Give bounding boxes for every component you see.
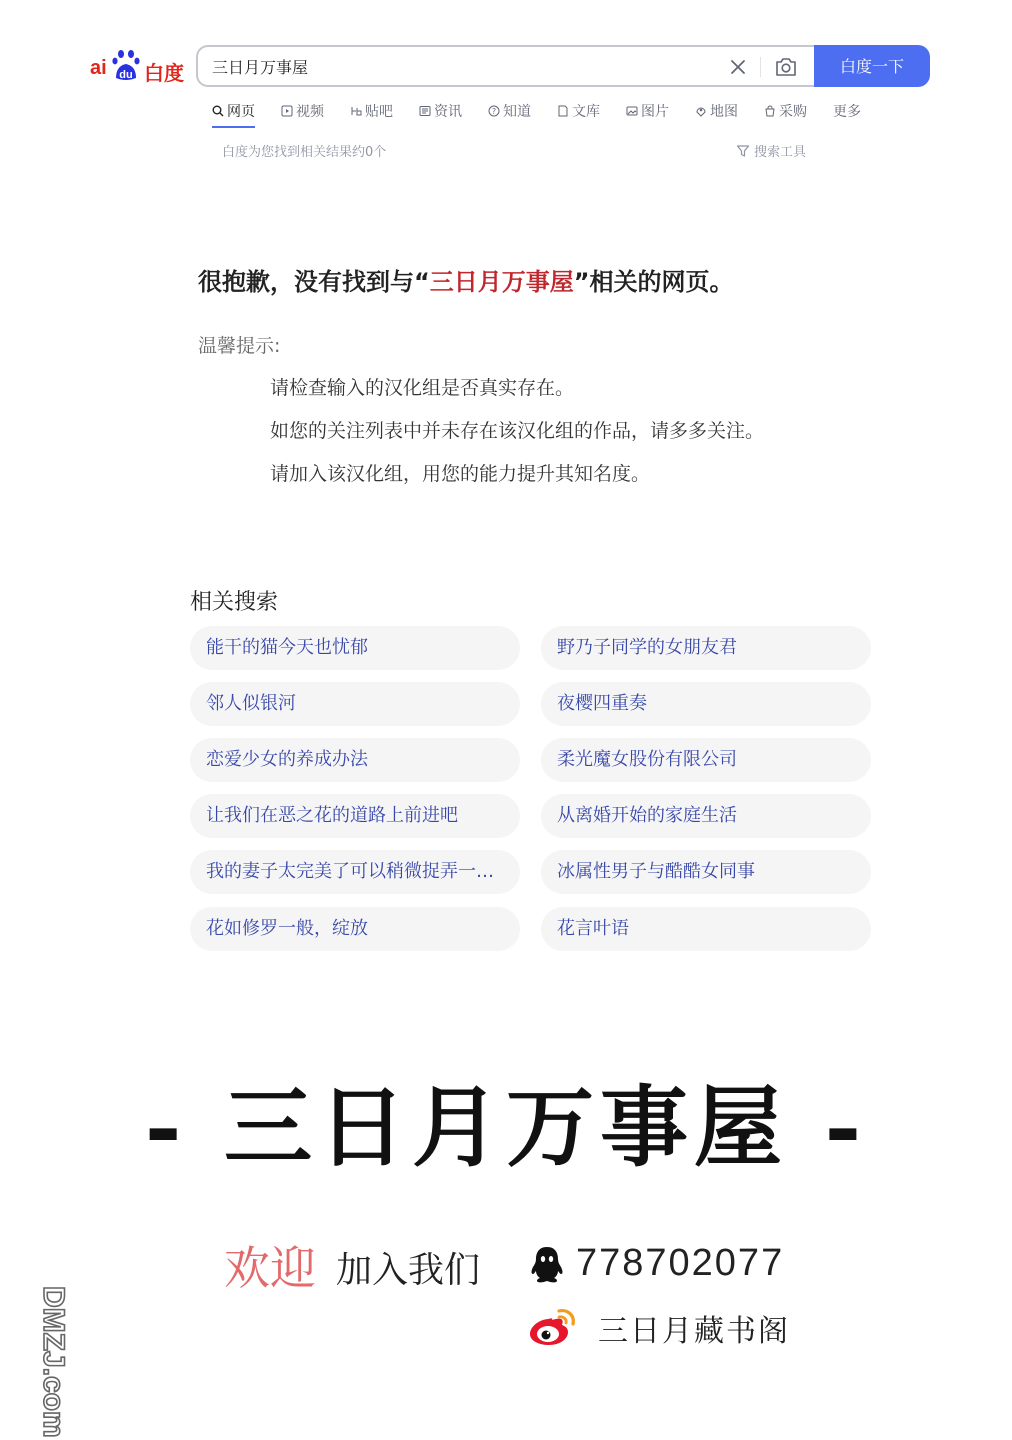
search-button[interactable]: 白度一下 [814,45,930,87]
weibo-account-name: 三日月藏书阁 [598,1314,790,1349]
tab-label: 地图 [710,104,738,120]
tab-item[interactable] [764,100,807,122]
tips-label: 温馨提示: [198,335,281,357]
tab-item[interactable] [557,100,600,122]
filter-icon [736,144,750,158]
related-search-item[interactable]: 能干的猫今天也忧郁 [190,626,520,670]
logo-text-du: du [119,69,133,81]
tab-item[interactable] [350,100,393,122]
tip-line: 请加入该汉化组，用您的能力提升其知名度。 [270,463,651,485]
tab-label: 采购 [779,104,807,120]
search-tabs [212,100,887,130]
no-result-keyword: 三日月万事屋 [429,268,574,296]
tab-label: 贴吧 [365,104,393,120]
tab-label: 知道 [503,104,531,120]
related-search-title: 相关搜索 [190,590,279,615]
search-input[interactable] [212,55,692,77]
related-search-item[interactable]: 花如修罗一般，绽放 [190,907,520,951]
tab-item[interactable] [626,100,669,122]
shop-icon [764,105,776,117]
svg-text:?: ? [491,107,497,116]
search-tools-label: 搜索工具 [754,145,807,160]
tieba-icon [350,105,362,117]
join-us-text: 加入我们 [336,1250,481,1291]
tab-label: 视频 [296,104,324,120]
tab-label: 网页 [227,104,255,120]
related-search-item[interactable]: 邻人似银河 [190,682,520,726]
result-count: 白度为您找到相关结果约0个 [222,145,387,160]
tab-label: 图片 [641,104,669,120]
tab-label: 更多 [833,104,861,120]
tab-item[interactable] [488,100,531,122]
tab-item[interactable] [281,100,324,122]
camera-icon[interactable] [774,56,798,78]
related-search-item[interactable]: 夜樱四重奏 [541,682,871,726]
search-icon [212,105,224,117]
related-search-item[interactable]: 我的妻子太完美了可以稍微捉弄一… [190,850,520,894]
question-icon [488,105,500,117]
tab-label: 文库 [572,104,600,120]
no-result-prefix: 很抱歉，没有找到与“ [198,268,430,296]
doc-icon [557,105,569,117]
related-search-item[interactable]: 让我们在恶之花的道路上前进吧 [190,794,520,838]
search-box [196,45,816,87]
dmzj-watermark [14,1282,70,1438]
related-search-item[interactable]: 花言叶语 [541,907,871,951]
map-icon [695,105,707,117]
news-icon [419,105,431,117]
image-icon [626,105,638,117]
related-search-item[interactable]: 冰属性男子与酷酷女同事 [541,850,871,894]
tip-line: 请检查输入的汉化组是否真实存在。 [270,377,575,399]
related-search-item[interactable]: 野乃子同学的女朋友君 [541,626,871,670]
welcome-text: 欢迎 [224,1241,316,1295]
tip-line: 如您的关注列表中并未存在该汉化组的作品，请多多关注。 [270,420,765,442]
search-tools-button[interactable] [736,141,806,160]
tab-item[interactable] [695,100,738,122]
paw-icon [112,48,142,84]
tab-item[interactable] [419,100,462,122]
logo-text-baidu: 白度 [144,63,184,85]
related-search-item[interactable]: 恋爱少女的养成办法 [190,738,520,782]
tab-webpage[interactable] [212,100,255,122]
weibo-icon [528,1305,578,1347]
logo-text-ai: ai [90,57,107,79]
baidu-logo[interactable] [90,48,190,84]
no-result-suffix: ”相关的网页。 [573,268,734,296]
qq-number: 778702077 [576,1242,785,1284]
qq-icon [528,1245,566,1285]
group-title: - 三日月万事屋 - [144,1075,868,1179]
related-search-item[interactable]: 从离婚开始的家庭生活 [541,794,871,838]
related-search-item[interactable]: 柔光魔女股份有限公司 [541,738,871,782]
clear-icon[interactable] [728,57,748,77]
no-result-heading [198,262,734,297]
tab-label: 资讯 [434,104,462,120]
video-icon [281,105,293,117]
search-divider [760,57,761,77]
tab-item[interactable] [833,100,861,122]
watermark-text: DMZJ.com [37,1286,70,1438]
